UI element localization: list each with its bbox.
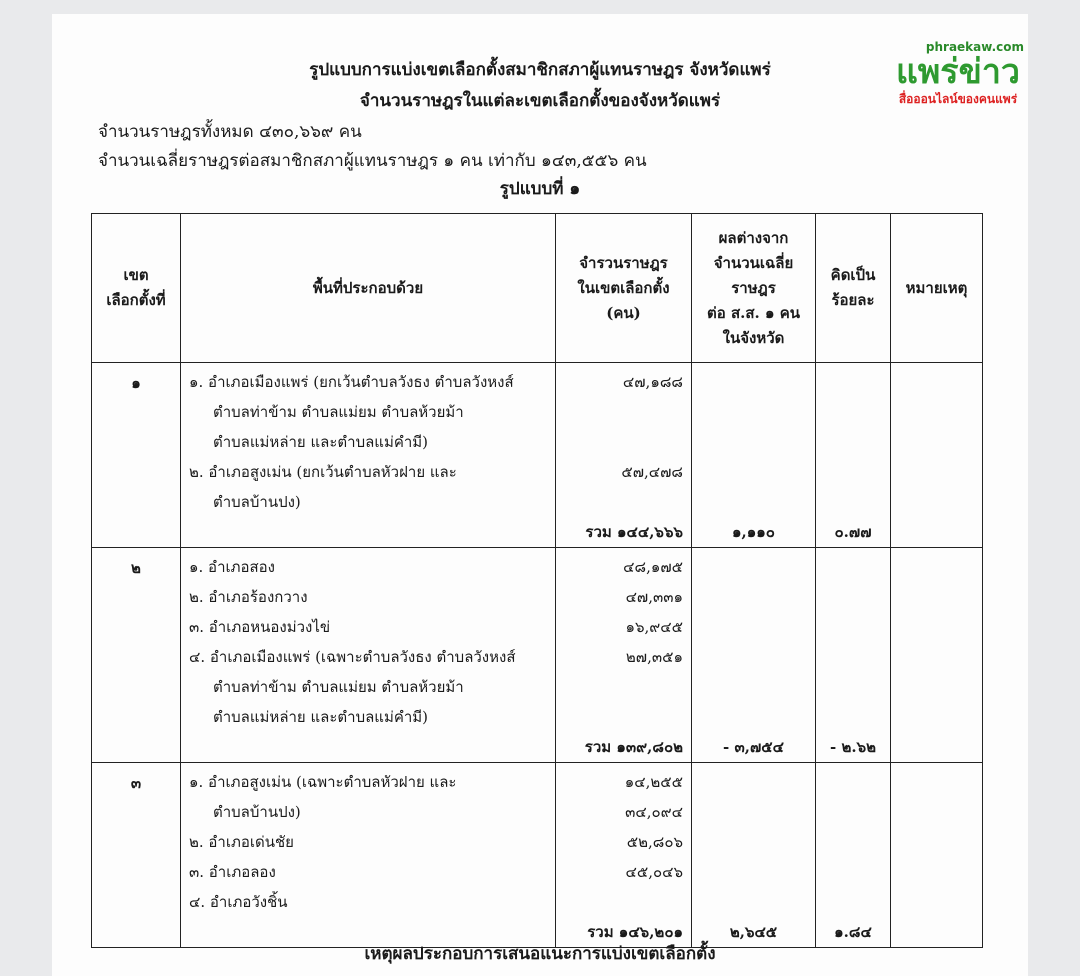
footer-heading: เหตุผลประกอบการเสนอแนะการแบ่งเขตเลือกตั้ง [364, 944, 716, 964]
logo-tagline: สื่อออนไลน์ของคนแพร่ [898, 92, 1018, 106]
header-percent: คิดเป็น ร้อยละ [816, 214, 891, 363]
average-population: จำนวนเฉลี่ยราษฎรต่อสมาชิกสภาผู้แทนราษฎร ๑ คน เท่ากับ ๑๔๓,๕๕๖ คน [98, 151, 647, 171]
population-value: ๔๕,๐๔๖ [625, 863, 683, 881]
district-total: รวม ๑๔๖,๒๐๑ [587, 923, 683, 941]
district-area-cell [181, 548, 556, 763]
district-remark-cell [891, 548, 983, 763]
district-difference: ๒,๖๔๕ [729, 923, 778, 941]
area-line: ตำบลแม่หล่าย และตำบลแม่คำมี) [213, 433, 429, 451]
district-total: รวม ๑๔๔,๖๖๖ [585, 523, 683, 541]
area-line: ๑. อำเภอสูงเม่น (เฉพาะตำบลหัวฝาย และ [189, 773, 457, 791]
area-line: ตำบลบ้านปง) [213, 493, 301, 511]
district-difference-cell [692, 363, 816, 548]
area-line: ๒. อำเภอสูงเม่น (ยกเว้นตำบลหัวฝาย และ [189, 463, 457, 481]
population-value: ๕๒,๘๐๖ [626, 833, 683, 851]
area-line: ๒. อำเภอร้องกวาง [189, 588, 308, 606]
population-value [556, 487, 691, 517]
header-area: พื้นที่ประกอบด้วย [181, 214, 556, 363]
district-population-cell [556, 548, 692, 763]
area-spacer [181, 517, 555, 547]
population-value: ๓๔,๐๙๔ [625, 803, 683, 821]
population-value: ๔๗,๓๓๑ [625, 588, 683, 606]
area-line: ๑. อำเภอสอง [189, 558, 276, 576]
district-number: ๒ [92, 548, 181, 763]
population-value [556, 702, 691, 732]
population-value [556, 887, 691, 917]
district-remark-cell [891, 363, 983, 548]
population-value [556, 397, 691, 427]
district-percent: ๑.๘๔ [834, 923, 872, 941]
district-percent-cell [816, 763, 891, 948]
population-value: ๕๗,๔๗๘ [621, 463, 683, 481]
area-line: ๑. อำเภอเมืองแพร่ (ยกเว้นตำบลวังธง ตำบลวังหงส์ [189, 373, 514, 391]
district-area-cell [181, 763, 556, 948]
population-value: ๔๗,๑๘๘ [622, 373, 683, 391]
district-population-cell [556, 363, 692, 548]
header-district: เขต เลือกตั้งที่ [92, 214, 181, 363]
district-difference: - ๓,๗๕๔ [723, 738, 784, 756]
total-population: จำนวนราษฎรทั้งหมด ๔๓๐,๖๖๙ คน [98, 122, 362, 142]
document-title: รูปแบบการแบ่งเขตเลือกตั้งสมาชิกสภาผู้แทนราษฎร จังหวัดแพร่ [309, 60, 771, 80]
header-population: จำรวนราษฎร ในเขตเลือกตั้ง (คน) [556, 214, 692, 363]
district-total: รวม ๑๓๙,๘๐๒ [584, 738, 683, 756]
population-value: ๑๔,๒๕๕ [624, 773, 683, 791]
population-value: ๔๘,๑๗๕ [623, 558, 683, 576]
area-line: ๓. อำเภอลอง [189, 863, 276, 881]
population-value [556, 427, 691, 457]
table-row [92, 763, 983, 948]
district-area-cell [181, 363, 556, 548]
area-spacer [181, 732, 555, 762]
district-difference: ๑,๑๑๐ [732, 523, 775, 541]
area-line: ตำบลท่าข้าม ตำบลแม่ยม ตำบลห้วยม้า [213, 678, 464, 696]
table-row [92, 548, 983, 763]
population-value: ๒๗,๓๕๑ [625, 648, 683, 666]
table-row [92, 363, 983, 548]
district-number: ๓ [92, 763, 181, 948]
district-remark-cell [891, 763, 983, 948]
area-line: ตำบลท่าข้าม ตำบลแม่ยม ตำบลห้วยม้า [213, 403, 464, 421]
district-population-cell [556, 763, 692, 948]
logo-name: แพร่ข่าว [895, 52, 1020, 92]
district-difference-cell [692, 763, 816, 948]
district-percent-cell [816, 548, 891, 763]
district-difference-cell [692, 548, 816, 763]
header-difference: ผลต่างจาก จำนวนเฉลี่ย ราษฎร ต่อ ส.ส. ๑ คน ในจังหวัด [692, 214, 816, 363]
district-number: ๑ [92, 363, 181, 548]
area-line: ตำบลบ้านปง) [213, 803, 301, 821]
district-percent-cell [816, 363, 891, 548]
population-value [556, 672, 691, 702]
document-subtitle: จำนวนราษฎรในแต่ละเขตเลือกตั้งของจังหวัดแพร่ [359, 91, 721, 111]
area-line: ๔. อำเภอเมืองแพร่ (เฉพาะตำบลวังธง ตำบลวังหงส์ [189, 648, 516, 666]
area-line: ตำบลแม่หล่าย และตำบลแม่คำมี) [213, 708, 429, 726]
district-percent: - ๒.๖๒ [830, 738, 876, 756]
header-remark: หมายเหตุ [891, 214, 983, 363]
area-line: ๒. อำเภอเด่นชัย [189, 833, 294, 851]
pattern-heading: รูปแบบที่ ๑ [499, 179, 581, 199]
population-value: ๑๖,๙๔๕ [625, 618, 683, 636]
district-percent: ๐.๗๗ [834, 523, 872, 541]
logo-url: phraekaw.com [925, 40, 1024, 54]
area-line: ๔. อำเภอวังชิ้น [189, 893, 288, 911]
area-line: ๓. อำเภอหนองม่วงไข่ [189, 618, 331, 636]
districts-table [91, 213, 983, 948]
